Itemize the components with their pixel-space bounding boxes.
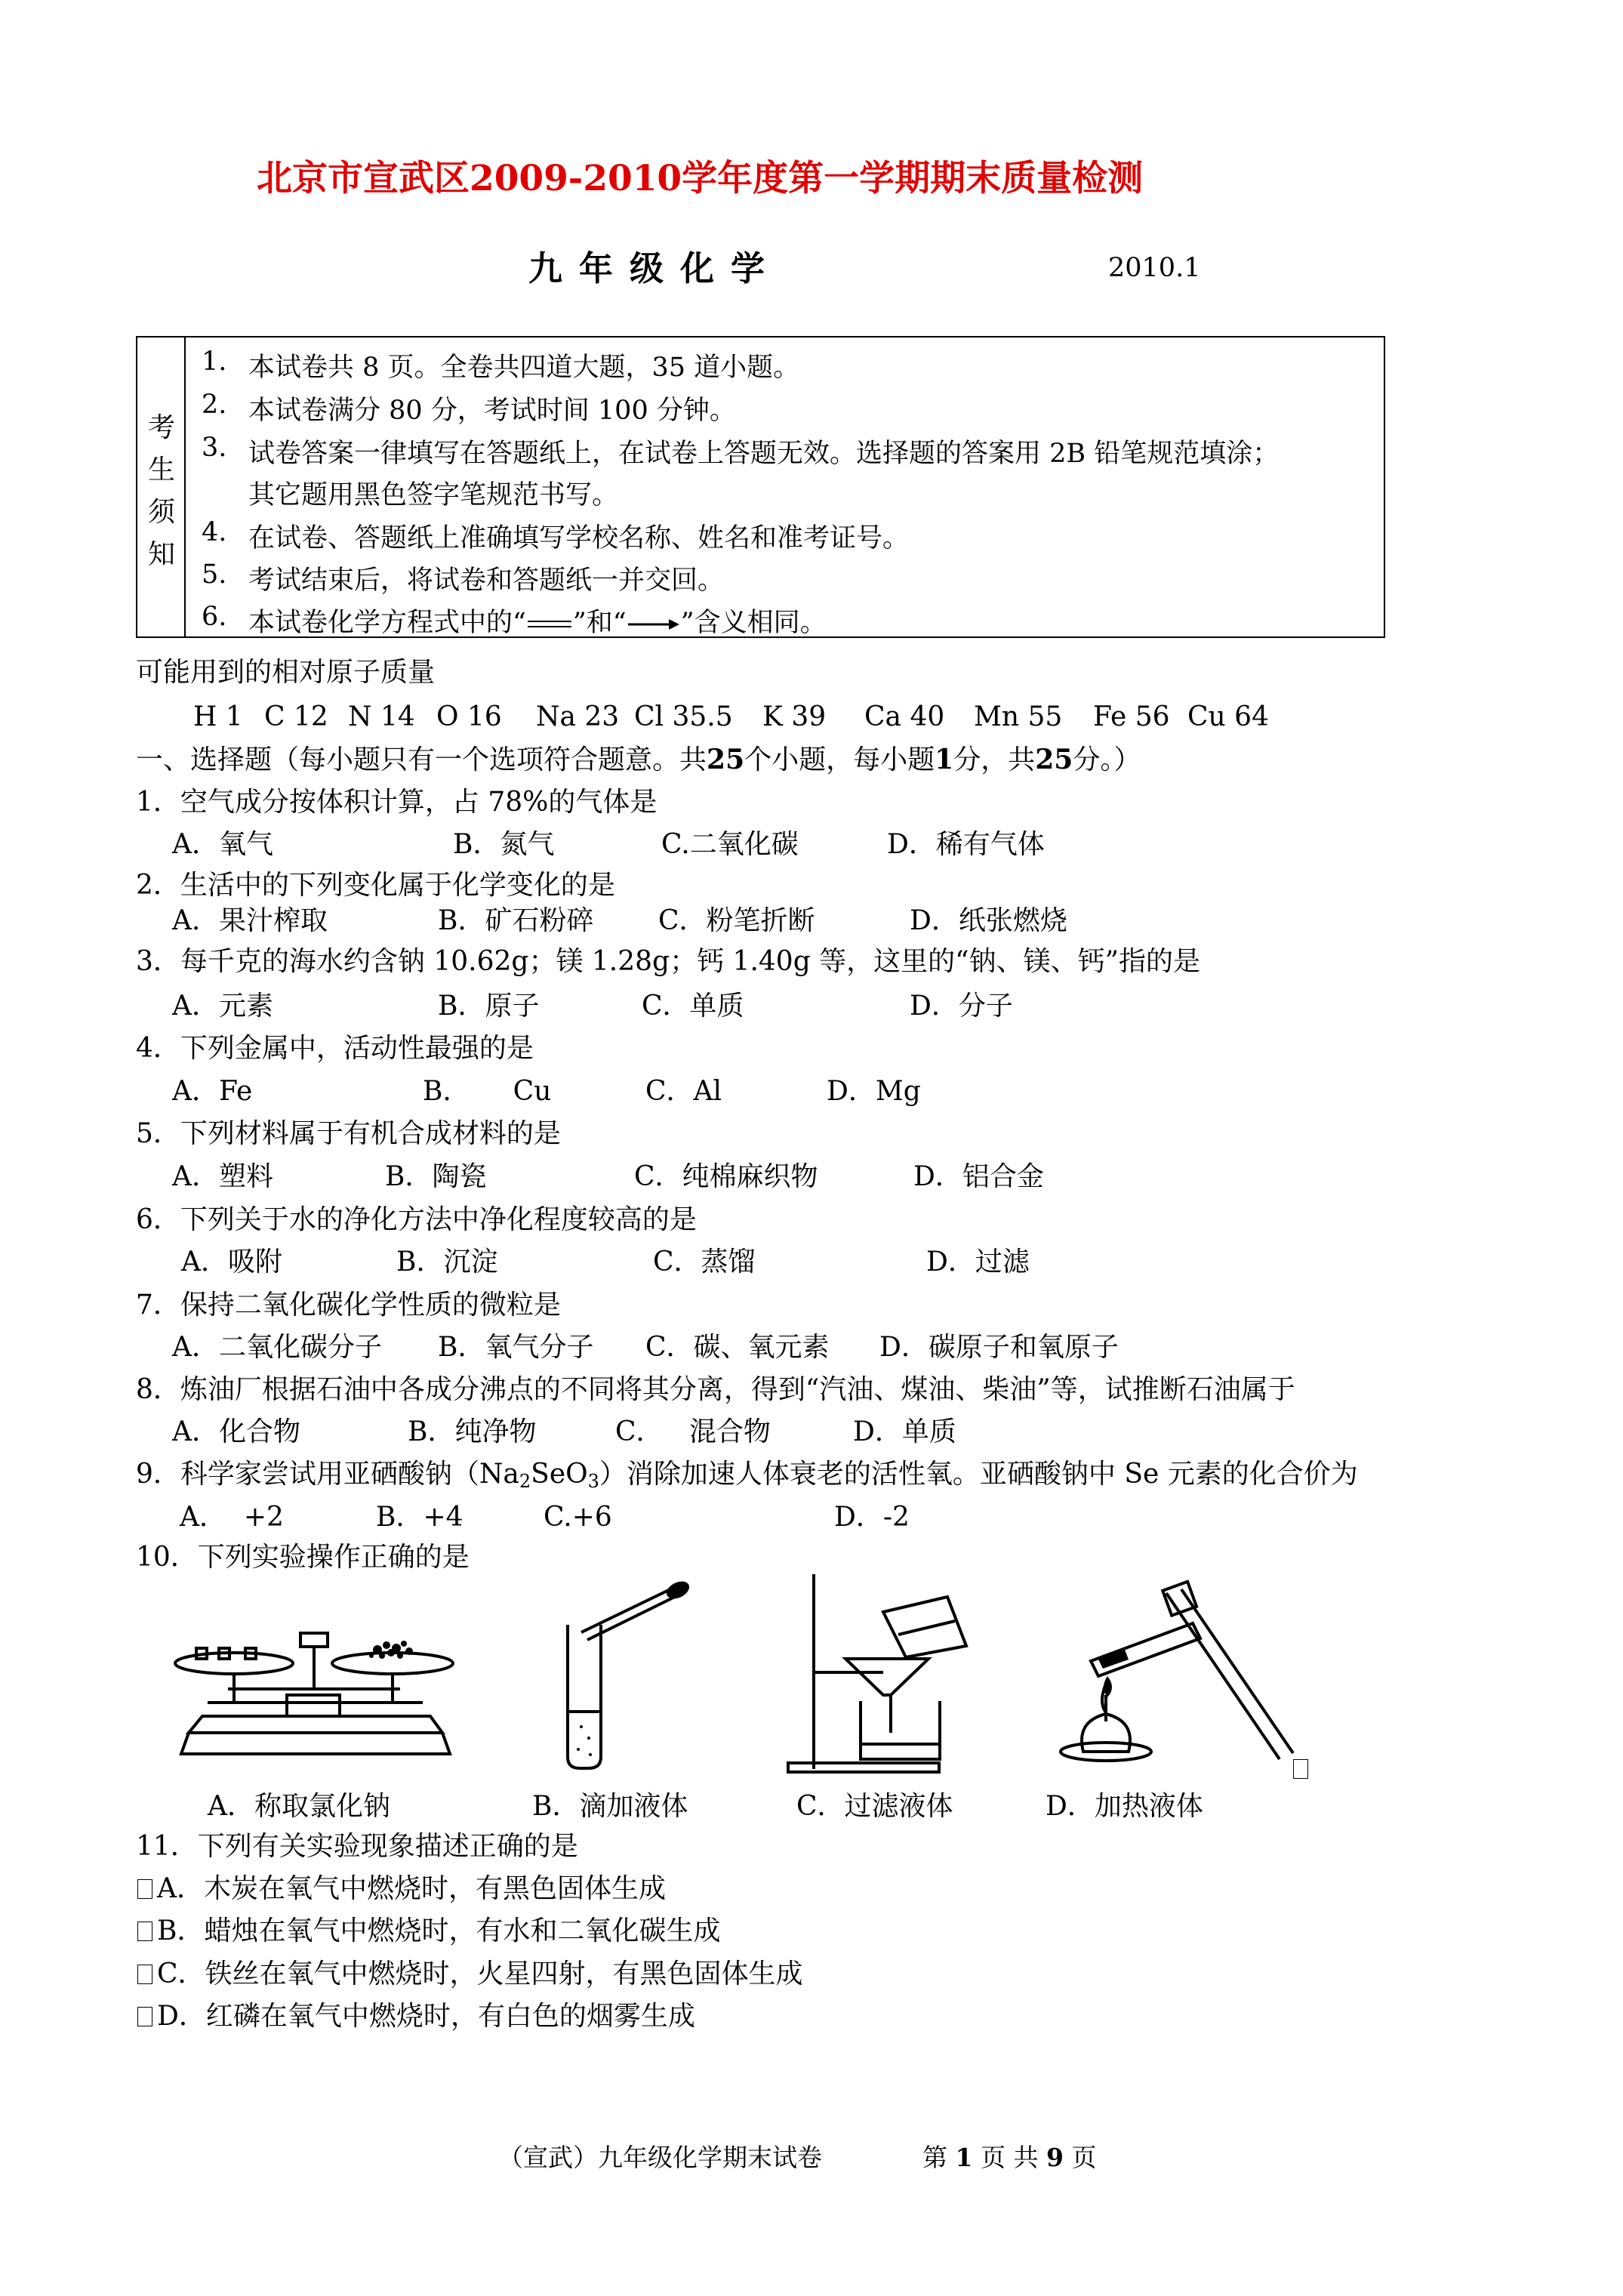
option-d: D．红磷在氧气中燃烧时，有白色的烟雾生成 [137, 2003, 695, 2030]
question-stem: 3．每千克的海水约含钠 10.62g；镁 1.28g；钙 1.40g 等，这里的“钠、镁、钙”指的是 [136, 946, 1200, 977]
option-c: C.+6 [544, 1502, 612, 1533]
option-b: B．氮气 [453, 829, 555, 860]
question-stem: 10．下列实验操作正确的是 [136, 1542, 470, 1573]
atomic-mass-item: O 16 [436, 701, 502, 732]
option-d: D．-2 [834, 1502, 910, 1533]
option-a: A．元素 [172, 991, 273, 1022]
question-stem: 5．下列材料属于有机合成材料的是 [136, 1118, 561, 1149]
option-d: D．过滤 [926, 1247, 1030, 1277]
option-a: A．二氧化碳分子 [172, 1332, 382, 1363]
option-b: B．+4 [376, 1502, 463, 1533]
option-d: D．碳原子和氧原子 [879, 1332, 1119, 1363]
option-c: C．单质 [642, 991, 744, 1022]
option-a: A．称取氯化钠 [208, 1791, 390, 1822]
filtration-setup-image [785, 1574, 974, 1778]
exam-subtitle: 九年级化学 [528, 248, 782, 288]
notice-label: 考 生 须 知 [148, 412, 176, 570]
atomic-mass-item: Fe 56 [1093, 701, 1170, 732]
option-b: B．蜡烛在氧气中燃烧时，有水和二氧化碳生成 [137, 1918, 720, 1945]
option-d: D．单质 [853, 1416, 956, 1447]
option-c: C．Al [645, 1076, 722, 1107]
option-a: A．果汁榨取 [172, 905, 328, 936]
reaction-arrow-icon [627, 617, 681, 632]
empty-box-glyph [137, 2007, 152, 2026]
option-d: D．Mg [827, 1076, 921, 1107]
option-c: C．过滤液体 [796, 1791, 953, 1822]
option-c: C．蒸馏 [653, 1247, 756, 1277]
empty-box-glyph [137, 1879, 152, 1899]
option-a: A．吸附 [181, 1247, 282, 1277]
dropper-test-tube-image [559, 1579, 694, 1772]
atomic-mass-item: C 12 [264, 701, 328, 732]
option-c: C．粉笔折断 [658, 905, 815, 936]
atomic-mass-item: Na 23 [536, 701, 620, 732]
option-a: A．木炭在氧气中燃烧时，有黑色固体生成 [137, 1875, 666, 1903]
option-b: B．陶瓷 [385, 1161, 487, 1192]
question-stem: 2．生活中的下列变化属于化学变化的是 [136, 870, 615, 901]
atomic-mass-item: Mn 55 [974, 701, 1063, 732]
option-b: B． Cu [423, 1076, 552, 1107]
empty-box-glyph [137, 1922, 152, 1941]
atomic-mass-item: Cl 35.5 [634, 701, 733, 732]
section-title: 一、选择题（每小题只有一个选项符合题意。共25个小题，每小题1分，共25分。） [136, 744, 1141, 775]
option-d: D．加热液体 [1046, 1791, 1203, 1822]
option-a: A．塑料 [172, 1161, 273, 1192]
option-a: A．化合物 [172, 1416, 300, 1447]
option-d: D．分子 [910, 991, 1013, 1022]
option-c: C．铁丝在氧气中燃烧时，火星四射，有黑色固体生成 [137, 1961, 803, 1988]
option-c: C． 混合物 [615, 1416, 771, 1447]
option-a: A． +2 [180, 1502, 284, 1533]
question-stem: 8．炼油厂根据石油中各成分沸点的不同将其分离，得到“汽油、煤油、柴油”等，试推断石油属于 [136, 1374, 1295, 1405]
atomic-mass-item: Cu 64 [1187, 701, 1269, 732]
option-d: D．铝合金 [913, 1161, 1044, 1192]
question-stem: 1．空气成分按体积计算，占 78%的气体是 [136, 787, 658, 818]
question-stem: 9．科学家尝试用亚硒酸钠$(Na_2SeO_3)$消除加速人体衰老的活性氧。亚硒酸钠中 Se 元素的化合价为 [136, 1459, 1358, 1492]
exam-date: 2010.1 [1108, 253, 1201, 283]
option-d: D．稀有气体 [887, 829, 1045, 860]
atomic-mass-item: N 14 [348, 701, 415, 732]
option-b: B．氧气分子 [438, 1332, 594, 1363]
question-stem: 7．保持二氧化碳化学性质的微粒是 [136, 1290, 561, 1321]
notice-label-cell [137, 337, 186, 636]
exam-title: 北京市宣武区2009-2010学年度第一学期期末质量检测 [257, 158, 1144, 199]
footer-exam-name: （宣武）九年级化学期末试卷 [498, 2143, 822, 2172]
option-c: C．纯棉麻织物 [634, 1161, 818, 1192]
atomic-mass-label: 可能用到的相对原子质量 [136, 657, 436, 688]
option-a: A．Fe [172, 1076, 253, 1107]
option-a: A．氧气 [172, 829, 273, 860]
balance-scale-image [174, 1620, 460, 1771]
option-b: B．矿石粉碎 [438, 905, 594, 936]
option-b: B．沉淀 [396, 1247, 498, 1277]
atomic-mass-item: H 1 [193, 701, 243, 732]
heating-liquid-image [1053, 1570, 1302, 1774]
option-d: D．纸张燃烧 [910, 905, 1067, 936]
question-stem: 4．下列金属中，活动性最强的是 [136, 1033, 534, 1064]
option-c: C．碳、氧元素 [645, 1332, 830, 1363]
empty-box-glyph [137, 1965, 152, 1984]
empty-box-glyph [1293, 1759, 1308, 1779]
atomic-mass-item: K 39 [762, 701, 827, 732]
question-stem: 6．下列关于水的净化方法中净化程度较高的是 [136, 1204, 697, 1235]
option-b: B．原子 [438, 991, 540, 1022]
atomic-mass-item: Ca 40 [864, 701, 945, 732]
option-b: B．纯净物 [408, 1416, 537, 1447]
candidate-notice-box: 考 生 须 知 1. 本试卷共 8 页。全卷共四道大题，35 道小题。 2. 本试卷满分 80 分，考试时间 100 分钟。 3. 试卷答案一律填写在答题纸上，在试卷上答题无效。选择题的答案用 2B 铅笔规范填涂； 其它题用黑色签字笔规范书写。 4. 在试卷、答题纸上准确填写学校名称、姓名和准考证号。 5. 考试结束后，将试卷和答题纸一并交回。 6. 本试卷化学方程式中的“ ”和“ ”含义相同。 [136, 336, 1385, 638]
double-line-equals-icon [526, 617, 573, 632]
option-c: C.二氧化碳 [661, 829, 799, 860]
footer-page-number: 第 1 页 共 9 页 [922, 2143, 1097, 2172]
question-stem: 11．下列有关实验现象描述正确的是 [136, 1831, 578, 1862]
option-b: B．滴加液体 [532, 1791, 688, 1822]
